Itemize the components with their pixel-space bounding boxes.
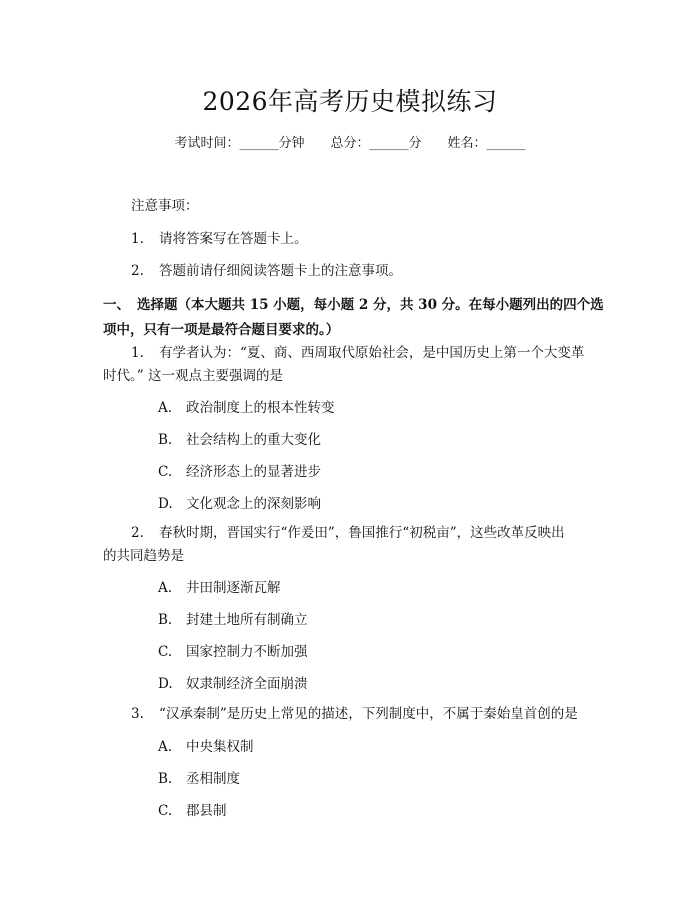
option — [158, 767, 240, 787]
option-text: 经济形态上的显著进步 — [186, 464, 321, 480]
section-heading-line1: 选择题（本大题共 15 小题，每小题 2 分，共 30 分。在每小题列出的四个选 — [137, 297, 604, 313]
option — [158, 799, 227, 819]
option-letter: B. — [158, 432, 173, 448]
option-letter: C. — [158, 464, 173, 480]
time-label: 考试时间： — [174, 136, 240, 151]
question-text-line1: 春秋时期，晋国实行“作爰田”，鲁国推行“初税亩”，这些改革反映出 — [159, 525, 565, 541]
option-text: 国家控制力不断加强 — [186, 644, 308, 660]
option-letter: B. — [158, 612, 173, 628]
section-heading-line2: 项中，只有一项是最符合题目要求的。） — [103, 322, 340, 338]
option-text: 文化观念上的深刻影响 — [186, 496, 321, 512]
option — [158, 396, 335, 416]
option-letter: D. — [158, 496, 173, 512]
option-letter: A. — [158, 580, 173, 596]
option-text: 丞相制度 — [186, 771, 240, 787]
option-letter: A. — [158, 400, 173, 416]
notice-item — [131, 227, 308, 247]
question-text-line1: “汉承秦制”是历史上常见的描述，下列制度中，不属于秦始皇首创的是 — [159, 706, 578, 722]
notice-heading: 注意事项： — [131, 198, 199, 214]
question-stem — [131, 341, 584, 361]
question-text-line2: 的共同趋势是 — [103, 548, 184, 564]
notice-item — [131, 259, 402, 279]
option — [158, 460, 321, 480]
question-number: 2. — [131, 525, 144, 541]
option-letter: A. — [158, 739, 173, 755]
question-stem — [131, 702, 578, 722]
section-heading — [103, 293, 604, 313]
question-number: 1. — [131, 345, 144, 361]
option — [158, 428, 321, 448]
question-stem — [131, 521, 565, 541]
score-unit: 分 — [408, 136, 422, 151]
section-number: 一、 — [103, 297, 130, 313]
option-text: 封建土地所有制确立 — [186, 612, 308, 628]
score-label: 总分： — [330, 136, 370, 151]
notice-item-num: 1. — [131, 231, 144, 247]
option-letter: B. — [158, 771, 173, 787]
name-label: 姓名： — [447, 136, 487, 151]
option-text: 政治制度上的根本性转变 — [186, 400, 335, 416]
option-letter: D. — [158, 676, 173, 692]
question-text-line1: 有学者认为：“夏、商、西周取代原始社会，是中国历史上第一个大变革 — [159, 345, 585, 361]
score-blank: ______ — [369, 136, 409, 151]
notice-item-text: 请将答案写在答题卡上。 — [159, 231, 308, 247]
option — [158, 492, 321, 512]
option — [158, 608, 308, 628]
option-text: 奴隶制经济全面崩溃 — [186, 676, 308, 692]
option — [158, 672, 308, 692]
time-unit: 分钟 — [278, 136, 305, 151]
question-number: 3. — [131, 706, 144, 722]
option — [158, 735, 254, 755]
option — [158, 576, 281, 596]
option-text: 井田制逐渐瓦解 — [186, 580, 281, 596]
option-text: 中央集权制 — [186, 739, 254, 755]
option-letter: C. — [158, 644, 173, 660]
notice-item-text: 答题前请仔细阅读答题卡上的注意事项。 — [159, 263, 402, 279]
option-text: 社会结构上的重大变化 — [186, 432, 321, 448]
name-blank: ______ — [486, 136, 526, 151]
option — [158, 640, 308, 660]
option-text: 郡县制 — [186, 803, 227, 819]
time-blank: ______ — [239, 136, 279, 151]
exam-meta-line — [0, 132, 700, 151]
option-letter: C. — [158, 803, 173, 819]
question-text-line2: 时代。” 这一观点主要强调的是 — [103, 368, 283, 384]
page-title: 2026年高考历史模拟练习 — [202, 87, 498, 116]
notice-item-num: 2. — [131, 263, 144, 279]
